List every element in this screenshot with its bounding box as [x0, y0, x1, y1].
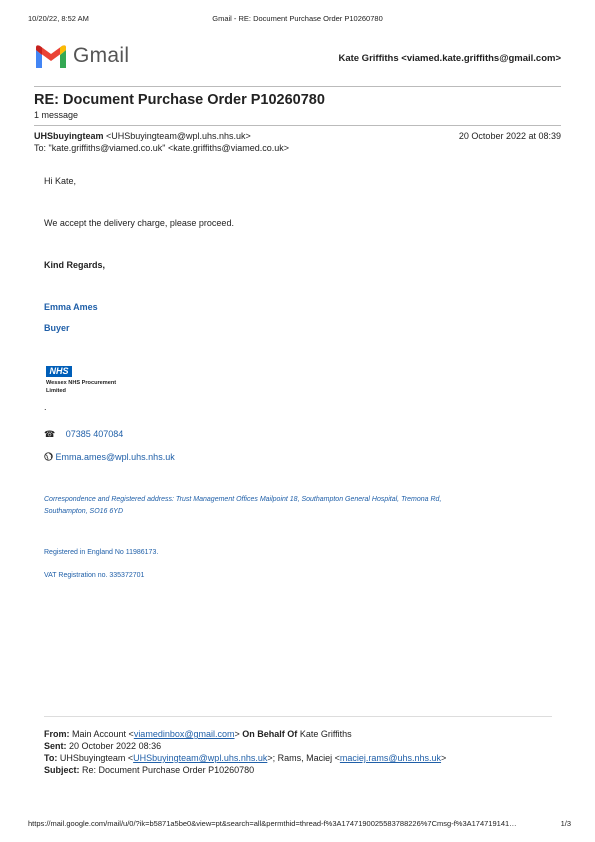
address-text: Trust Management Offices Mailpoint 18, Southampton General Hospital, Tremona Rd, [175, 496, 442, 503]
page-number: 1/3 [560, 819, 571, 828]
vat-number: VAT Registration no. 335372701 [44, 572, 145, 579]
quoted-divider [44, 716, 552, 717]
phone-number[interactable]: 07385 407084 [65, 429, 124, 439]
print-datetime: 10/20/22, 8:52 AM [28, 14, 89, 23]
subject-divider [34, 125, 561, 126]
sender-email: <UHSbuyingteam@wpl.uhs.nhs.uk> [106, 131, 251, 141]
quoted-to-email-2[interactable]: maciej.rams@uhs.nhs.uk [339, 753, 442, 763]
address-label: Correspondence and Registered address: [44, 496, 174, 503]
on-behalf-label: On Behalf Of [242, 729, 298, 739]
quoted-sent-value: 20 October 2022 08:36 [69, 741, 162, 751]
separator-dot: . [44, 402, 47, 412]
print-title: Gmail - RE: Document Purchase Order P10260780 [212, 14, 383, 23]
quoted-to-mid: >; Rams, Maciej < [267, 753, 340, 763]
phone-row [44, 429, 123, 440]
print-url: https://mail.google.com/mail/u/0/?ik=b5871a5be0&view=pt&search=all&permthid=thread-f%3A1747190025583788226%7Cmsg-f%3A174719141… [28, 819, 517, 828]
header-divider [34, 86, 561, 87]
account-identity: Kate Griffiths <viamed.kate.griffiths@gmail.com> [338, 53, 561, 64]
message-date: 20 October 2022 at 08:39 [458, 131, 561, 141]
address-line-2 [44, 508, 123, 515]
address-line-1 [44, 496, 441, 503]
sign-off: Kind Regards, [44, 260, 106, 270]
thread-subject: RE: Document Purchase Order P10260780 [34, 92, 325, 108]
quoted-from-name: Main Account < [72, 729, 134, 739]
quoted-to-email-1[interactable]: UHSbuyingteam@wpl.uhs.nhs.uk [133, 753, 268, 763]
nhs-logo: NHS [46, 366, 72, 377]
message-recipient [34, 143, 289, 153]
signature-email[interactable]: Emma.ames@wpl.uhs.nhs.uk [55, 452, 175, 462]
signature-title: Buyer [44, 323, 70, 333]
quoted-subject-value: Re: Document Purchase Order P10260780 [82, 765, 255, 775]
gmail-wordmark: Gmail [73, 44, 130, 67]
quoted-from-label: From: [44, 729, 70, 739]
gmail-m-icon [34, 44, 68, 70]
message-sender [34, 131, 251, 141]
email-row [44, 452, 175, 462]
body-text: We accept the delivery charge, please proceed. [44, 218, 234, 228]
greeting: Hi Kate, [44, 176, 77, 186]
gmail-logo[interactable] [34, 44, 130, 70]
signature-name: Emma Ames [44, 302, 98, 312]
nhs-org-name: Wessex NHS Procurement Limited [46, 380, 117, 394]
phone-icon: ☎ [44, 429, 56, 439]
quoted-from-close: > [234, 729, 240, 739]
message-count: 1 message [34, 110, 79, 120]
quoted-from-email[interactable]: viamedinbox@gmail.com [133, 729, 235, 739]
to-label: To: [34, 143, 47, 153]
globe-icon [44, 452, 53, 461]
quoted-subject-label: Subject: [44, 765, 80, 775]
quoted-sent [44, 741, 161, 751]
to-value: "kate.griffiths@viamed.co.uk" <kate.griffiths@viamed.co.uk> [48, 143, 289, 153]
quoted-to [44, 753, 446, 763]
quoted-subject [44, 765, 254, 775]
quoted-to-label: To: [44, 753, 58, 763]
on-behalf-name: Kate Griffiths [299, 729, 352, 739]
quoted-to-close: > [441, 753, 447, 763]
address-text-2: Southampton, SO16 6YD [44, 508, 123, 515]
quoted-to-name: UHSbuyingteam < [59, 753, 134, 763]
quoted-sent-label: Sent: [44, 741, 67, 751]
registration-number: Registered in England No 11986173. [44, 549, 159, 556]
quoted-from [44, 729, 352, 739]
sender-name: UHSbuyingteam [34, 131, 104, 141]
